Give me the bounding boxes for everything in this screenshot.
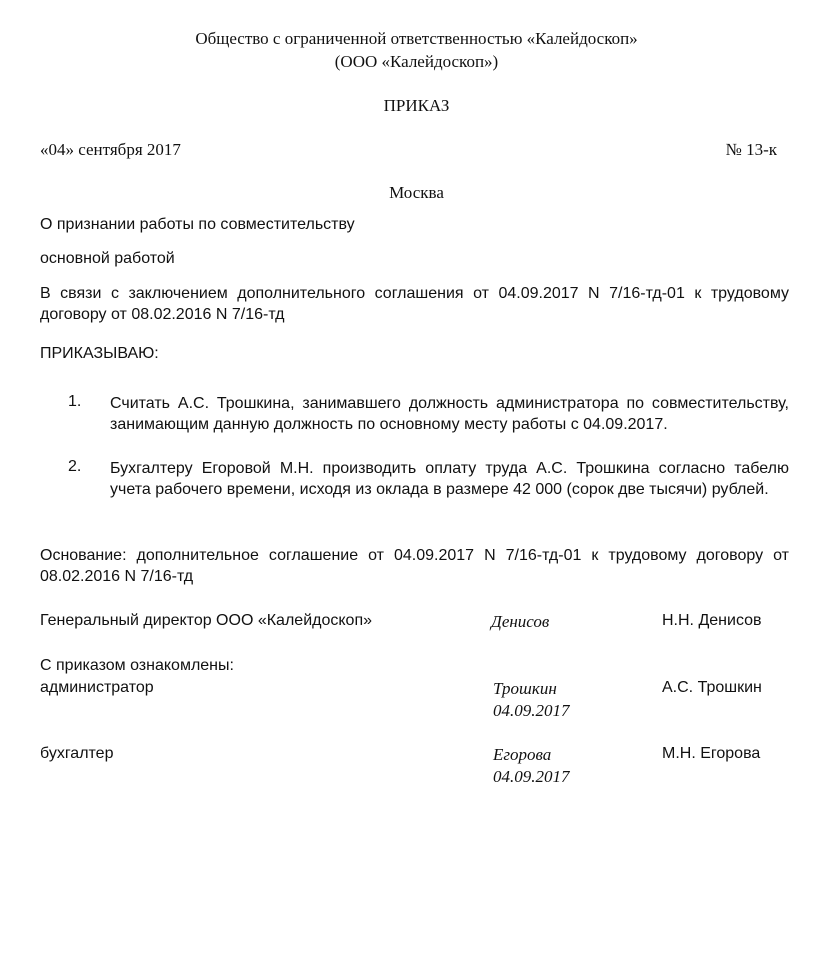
order-number: № 13-к: [725, 140, 777, 159]
org-full-name: Общество с ограниченной ответственностью «Калейдоскоп»: [195, 29, 638, 48]
subject-line-2: основной работой: [40, 250, 175, 267]
list-item-text: Считать А.С. Трошкина, занимавшего должность администратора по совместительству, занимающим данную должность по основному месту работы с 04.09.2017.: [110, 395, 789, 433]
acquainted-position: администратор: [40, 679, 154, 696]
subject-line-1: О признании работы по совместительству: [40, 216, 355, 233]
acquainted-signature: Егорова: [493, 745, 552, 764]
org-short-name: (ООО «Калейдоскоп»): [334, 52, 499, 71]
acquainted-label: С приказом ознакомлены:: [40, 657, 234, 674]
list-item-number: 2.: [68, 458, 82, 475]
list-item-text: Бухгалтеру Егоровой М.Н. производить оплату труда А.С. Трошкина согласно табелю учета рабочего времени, исходя из оклада в размере 42 000 (сорок две тысячи) рублей.: [110, 460, 789, 498]
acquainted-name: А.С. Трошкин: [662, 679, 762, 696]
director-title: Генеральный директор ООО «Калейдоскоп»: [40, 612, 372, 629]
basis: Основание: дополнительное соглашение от 04.09.2017 N 7/16-тд-01 к трудовому договору от 08.02.2016 N 7/16-тд: [40, 547, 789, 585]
document-type-title: ПРИКАЗ: [383, 96, 450, 115]
city: Москва: [389, 183, 444, 202]
acquainted-signature: Трошкин: [493, 679, 557, 698]
acquainted-sign-date: 04.09.2017: [493, 767, 570, 786]
acquainted-sign-date: 04.09.2017: [493, 701, 570, 720]
preamble: В связи с заключением дополнительного соглашения от 04.09.2017 N 7/16-тд-01 к трудовому договору от 08.02.2016 N 7/16-тд: [40, 285, 789, 323]
acquainted-name: М.Н. Егорова: [662, 745, 761, 762]
director-name: Н.Н. Денисов: [662, 612, 762, 629]
list-item-number: 1.: [68, 393, 82, 410]
acquainted-position: бухгалтер: [40, 745, 114, 762]
order-word: ПРИКАЗЫВАЮ:: [40, 345, 159, 362]
director-signature: Денисов: [491, 612, 550, 631]
order-date: «04» сентября 2017: [40, 140, 181, 159]
